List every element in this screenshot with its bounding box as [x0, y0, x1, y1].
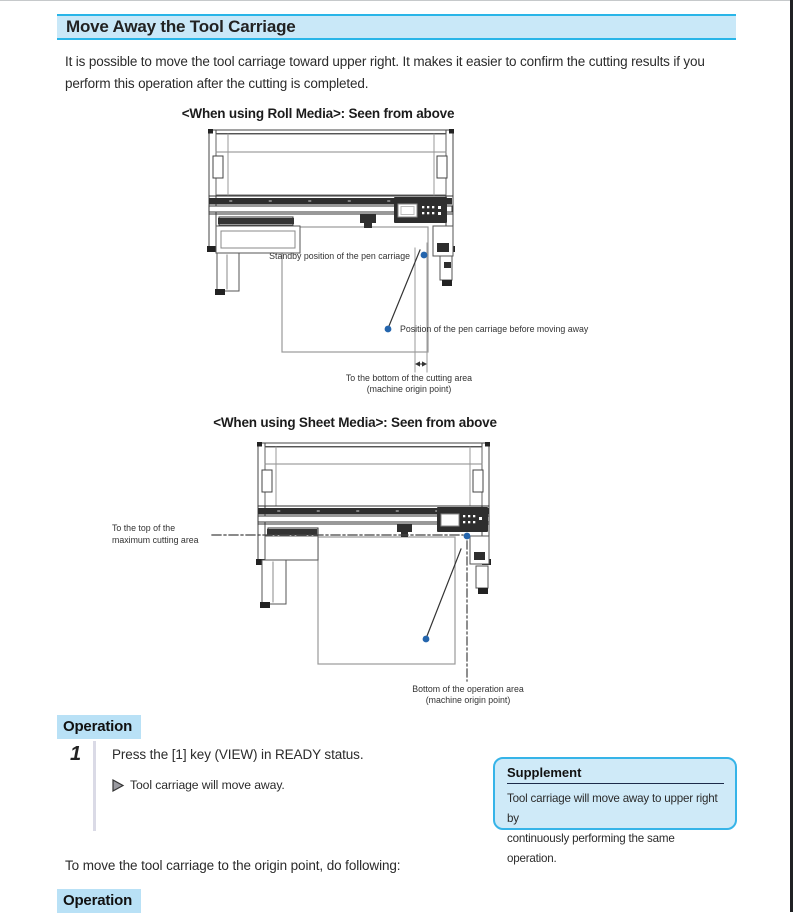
sheet-media-diagram [0, 400, 793, 720]
label-cutting-area-bottom-1: To the bottom of the cutting area [345, 373, 473, 383]
section-title-bar [57, 14, 736, 40]
step-result-row [112, 778, 285, 792]
operation-header-1: Operation [57, 715, 141, 739]
label-cutting-area-bottom-2: (machine origin point) [366, 384, 452, 394]
intro-line-2: perform this operation after the cutting is completed. [65, 76, 369, 91]
label-operation-area-bottom-2: (machine origin point) [425, 695, 511, 705]
supplement-box [493, 757, 737, 865]
intro-line-1: It is possible to move the tool carriage toward upper right. It makes it easier to confirm the cutting results if you [65, 54, 705, 69]
label-max-cutting-top-2: maximum cutting area [112, 535, 199, 545]
result-arrow-icon [112, 779, 125, 792]
label-max-cutting-top-1: To the top of the [112, 523, 176, 533]
sheet-media-heading: <When using Sheet Media>: Seen from above [213, 415, 497, 430]
label-before-moving: Position of the pen carriage before moving away [400, 324, 589, 334]
roll-media-heading: <When using Roll Media>: Seen from above [181, 106, 455, 121]
supplement-line-1: Tool carriage will move away to upper right by [507, 792, 718, 825]
origin-position-dot [423, 636, 430, 643]
carriage-position-dot [464, 533, 471, 540]
closing-text: To move the tool carriage to the origin point, do following: [65, 858, 401, 873]
intro-paragraph [65, 51, 755, 95]
page-top-edge [0, 0, 793, 1]
operation-header-2: Operation [57, 889, 141, 913]
label-operation-area-bottom-1: Bottom of the operation area [412, 684, 524, 694]
supplement-title: Supplement [507, 765, 582, 780]
label-standby-position: Standby position of the pen carriage [269, 251, 410, 261]
supplement-line-2: continuously performing the same operation. [507, 832, 675, 865]
roll-media-diagram [0, 100, 793, 400]
plotter-drawing-sheet [212, 442, 491, 681]
step-number: 1 [70, 743, 82, 765]
step-result-text: Tool carriage will move away. [130, 778, 285, 792]
before-moving-position-dot [385, 326, 392, 333]
step-instruction: Press the [1] key (VIEW) in READY status. [112, 747, 364, 762]
standby-position-dot [421, 252, 428, 259]
supplement-divider [507, 783, 724, 784]
page-title: Move Away the Tool Carriage [66, 17, 296, 36]
supplement-body [507, 789, 724, 869]
step-divider-line [93, 741, 96, 831]
